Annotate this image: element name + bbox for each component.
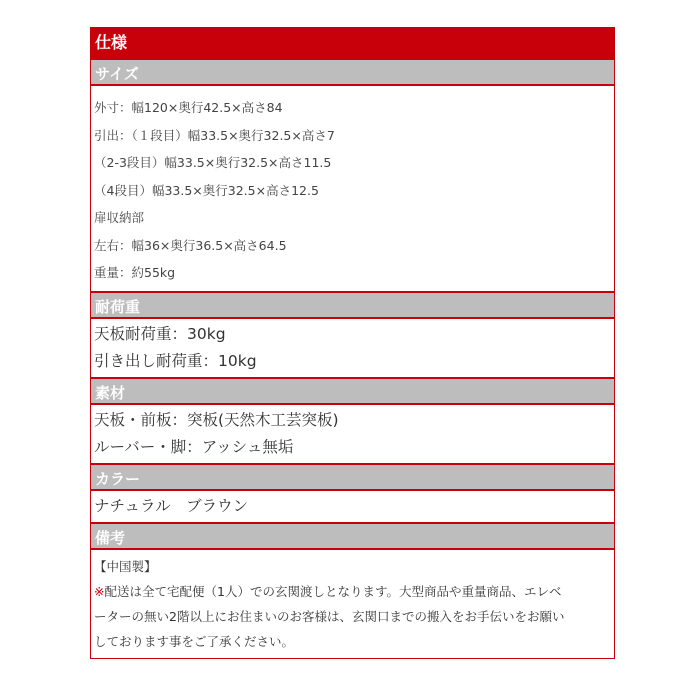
load-line: 天板耐荷重：30kg (94, 324, 226, 343)
size-line: 引出：（１段目）幅33.5×奥行32.5×高さ7 (94, 127, 335, 143)
delivery-note-line: しております事をご了承ください。 (94, 633, 295, 649)
delivery-note-text: 配送は全て宅配便（1人）での玄関渡しとなります。大型商品や重量商品、エレベ (104, 583, 562, 599)
size-line: （2-3段目）幅33.5×奥行32.5×高さ11.5 (94, 155, 332, 170)
section-heading-material: 素材 (91, 377, 614, 405)
delivery-note-line (94, 579, 611, 604)
section-body-load (91, 319, 614, 377)
note-mark: ※ (94, 583, 105, 599)
section-body-material (91, 405, 614, 463)
origin-note: 【中国製】 (94, 558, 157, 574)
section-body-size (91, 86, 614, 291)
load-line: 引き出し耐荷重：10kg (94, 351, 257, 370)
section-body-notes (91, 550, 614, 658)
size-line: （4段目）幅33.5×奥行32.5×高さ12.5 (94, 182, 319, 198)
size-line: 重量：約55kg (94, 265, 176, 280)
spec-title: 仕様 (91, 28, 614, 58)
section-heading-size: サイズ (91, 58, 614, 86)
size-line: 扉収納部 (94, 210, 145, 225)
section-heading-notes: 備考 (91, 522, 614, 550)
spec-table (90, 27, 615, 659)
delivery-note-line: ーターの無い2階以上にお住まいのお客様は、玄関口までの搬入をお手伝いをお願い (94, 608, 565, 624)
section-heading-color: カラー (91, 463, 614, 491)
material-line: 天板・前板：突板(天然木工芸突板) (94, 410, 339, 429)
size-line: 外寸：幅120×奥行42.5×高さ84 (94, 100, 283, 115)
section-heading-load: 耐荷重 (91, 291, 614, 319)
section-body-color (91, 491, 614, 522)
material-line: ルーバー・脚：アッシュ無垢 (94, 437, 294, 456)
size-line: 左右：幅36×奥行36.5×高さ64.5 (94, 237, 287, 253)
color-line: ナチュラル ブラウン (94, 496, 249, 515)
